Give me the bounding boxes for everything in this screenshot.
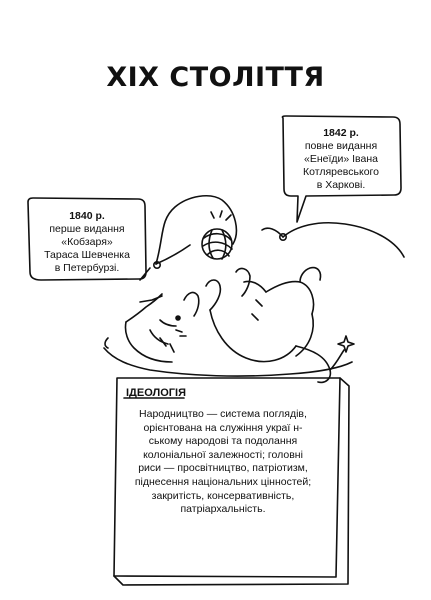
yarn-string	[156, 196, 404, 264]
ideology-line: ському народові та подолання	[148, 435, 298, 448]
note-1842-line: Котляревського	[303, 166, 379, 178]
ideology-text	[128, 408, 318, 517]
note-1840-line: в Петербурзі.	[54, 262, 120, 274]
note-1840-line: перше видання	[49, 223, 125, 235]
note-1842-line: «Енеїди» Івана	[303, 153, 378, 165]
note-1840	[33, 210, 141, 275]
ideology-line: орієнтована на служіння украї н-	[143, 421, 303, 434]
ideology-line: колоніальної залежності; головні	[143, 448, 303, 461]
sparkle-icon	[338, 336, 354, 352]
note-1840-line: «Кобзаря»	[61, 236, 113, 248]
note-1840-line: Тараса Шевченка	[44, 249, 130, 261]
note-1842-year: 1842 р.	[323, 127, 359, 139]
ideology-line: риси — просвітництво, патріотизм,	[138, 462, 308, 475]
ideology-line: Народництво — система поглядів,	[139, 408, 307, 420]
ideology-line: патріархальність.	[180, 503, 266, 516]
cat-icon	[125, 268, 344, 383]
ideology-line: закритість, консервативність,	[151, 489, 295, 502]
yarn-ball-icon	[202, 229, 232, 259]
note-1842-line: повне видання	[304, 140, 378, 152]
note-1842	[287, 127, 395, 192]
ideology-heading: ІДЕОЛОГІЯ	[126, 387, 186, 399]
page-title: XIX СТОЛІТТЯ	[106, 62, 325, 93]
note-1842-line: в Харкові.	[316, 179, 366, 191]
note-1840-year: 1840 р.	[69, 210, 105, 222]
ideology-line: піднесення національних цінностей;	[134, 475, 312, 488]
